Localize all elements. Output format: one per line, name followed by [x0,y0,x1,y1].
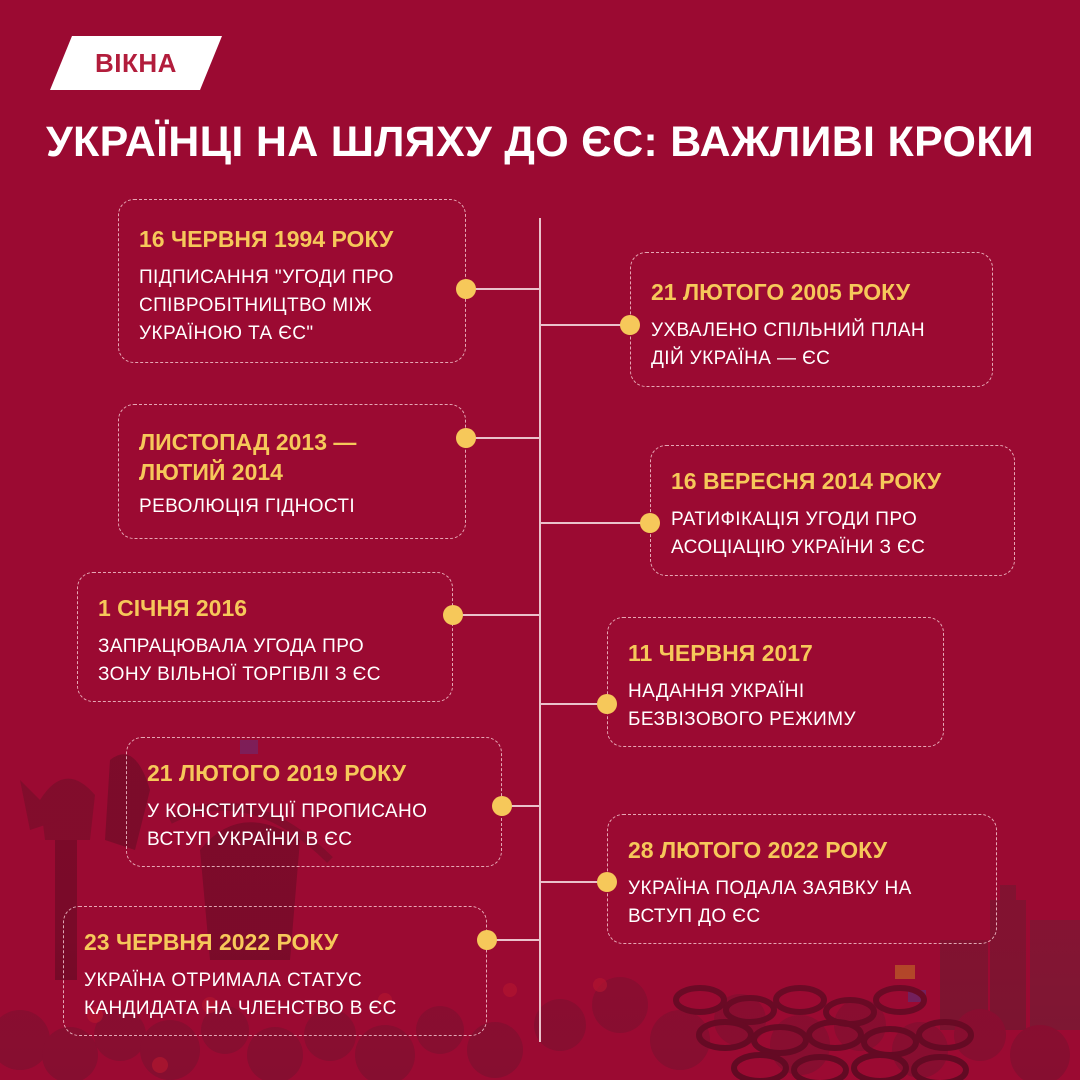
timeline-dot [620,315,640,335]
description-line: СПІВРОБІТНИЦТВО МІЖ [139,295,373,316]
timeline-dot [597,872,617,892]
timeline-card-2022-application [607,814,997,944]
event-description [84,967,466,1023]
page-title: УКРАЇНЦІ НА ШЛЯХУ ДО ЄС: ВАЖЛИВІ КРОКИ [45,118,1035,166]
date-line: ЛИСТОПАД 2013 — [139,429,357,455]
timeline-dot [477,930,497,950]
event-date [139,427,445,487]
timeline-card-2014 [650,445,1015,576]
event-date: 16 ЧЕРВНЯ 1994 РОКУ [139,226,394,252]
description-line: У КОНСТИТУЦІЇ ПРОПИСАНО [147,801,428,822]
event-date: 28 ЛЮТОГО 2022 РОКУ [628,837,888,863]
timeline-dot [456,428,476,448]
description-line: ВСТУП ДО ЄС [628,906,761,927]
event-description [139,264,445,348]
timeline-dot [443,605,463,625]
timeline-dot [640,513,660,533]
description-line: АСОЦІАЦІЮ УКРАЇНИ З ЄС [671,537,926,558]
timeline-card-2005 [630,252,993,387]
description-line: РЕВОЛЮЦІЯ ГІДНОСТІ [139,496,356,517]
event-date: 16 ВЕРЕСНЯ 2014 РОКУ [671,468,942,494]
timeline-card-2019 [126,737,502,867]
event-date: 23 ЧЕРВНЯ 2022 РОКУ [84,929,339,955]
description-line: УКРАЇНОЮ ТА ЄС" [139,323,314,344]
timeline-dot [597,694,617,714]
event-description [139,493,445,521]
date-line: ЛЮТИЙ 2014 [139,459,283,485]
description-line: ЗАПРАЦЮВАЛА УГОДА ПРО [98,636,365,657]
event-description [628,875,976,931]
timeline-card-2016 [77,572,453,702]
event-date: 21 ЛЮТОГО 2019 РОКУ [147,760,407,786]
event-date: 21 ЛЮТОГО 2005 РОКУ [651,279,911,305]
event-description [628,678,923,734]
description-line: НАДАННЯ УКРАЇНІ [628,681,805,702]
event-description [98,633,432,689]
description-line: КАНДИДАТА НА ЧЛЕНСТВО В ЄС [84,998,397,1019]
timeline-card-maidan [118,404,466,539]
description-line: ВСТУП УКРАЇНИ В ЄС [147,829,353,850]
event-description [651,317,972,373]
timeline-dot [456,279,476,299]
description-line: ЗОНУ ВІЛЬНОЇ ТОРГІВЛІ З ЄС [98,664,381,685]
timeline-card-2017 [607,617,944,747]
vikna-logo[interactable] [50,36,222,90]
description-line: УХВАЛЕНО СПІЛЬНИЙ ПЛАН [651,320,926,341]
timeline-card-2022-candidate [63,906,487,1036]
timeline-card-1994 [118,199,466,363]
logo-text: ВІКНА [95,47,177,78]
description-line: БЕЗВІЗОВОГО РЕЖИМУ [628,709,856,730]
timeline-dot [492,796,512,816]
description-line: УКРАЇНА ОТРИМАЛА СТАТУС [84,970,363,991]
event-description [671,506,994,562]
description-line: ДІЙ УКРАЇНА — ЄС [651,348,831,369]
event-date: 11 ЧЕРВНЯ 2017 [628,640,813,666]
description-line: РАТИФІКАЦІЯ УГОДИ ПРО [671,509,918,530]
description-line: ПІДПИСАННЯ "УГОДИ ПРО [139,267,394,288]
event-description [147,798,481,854]
event-date: 1 СІЧНЯ 2016 [98,595,248,621]
description-line: УКРАЇНА ПОДАЛА ЗАЯВКУ НА [628,878,912,899]
